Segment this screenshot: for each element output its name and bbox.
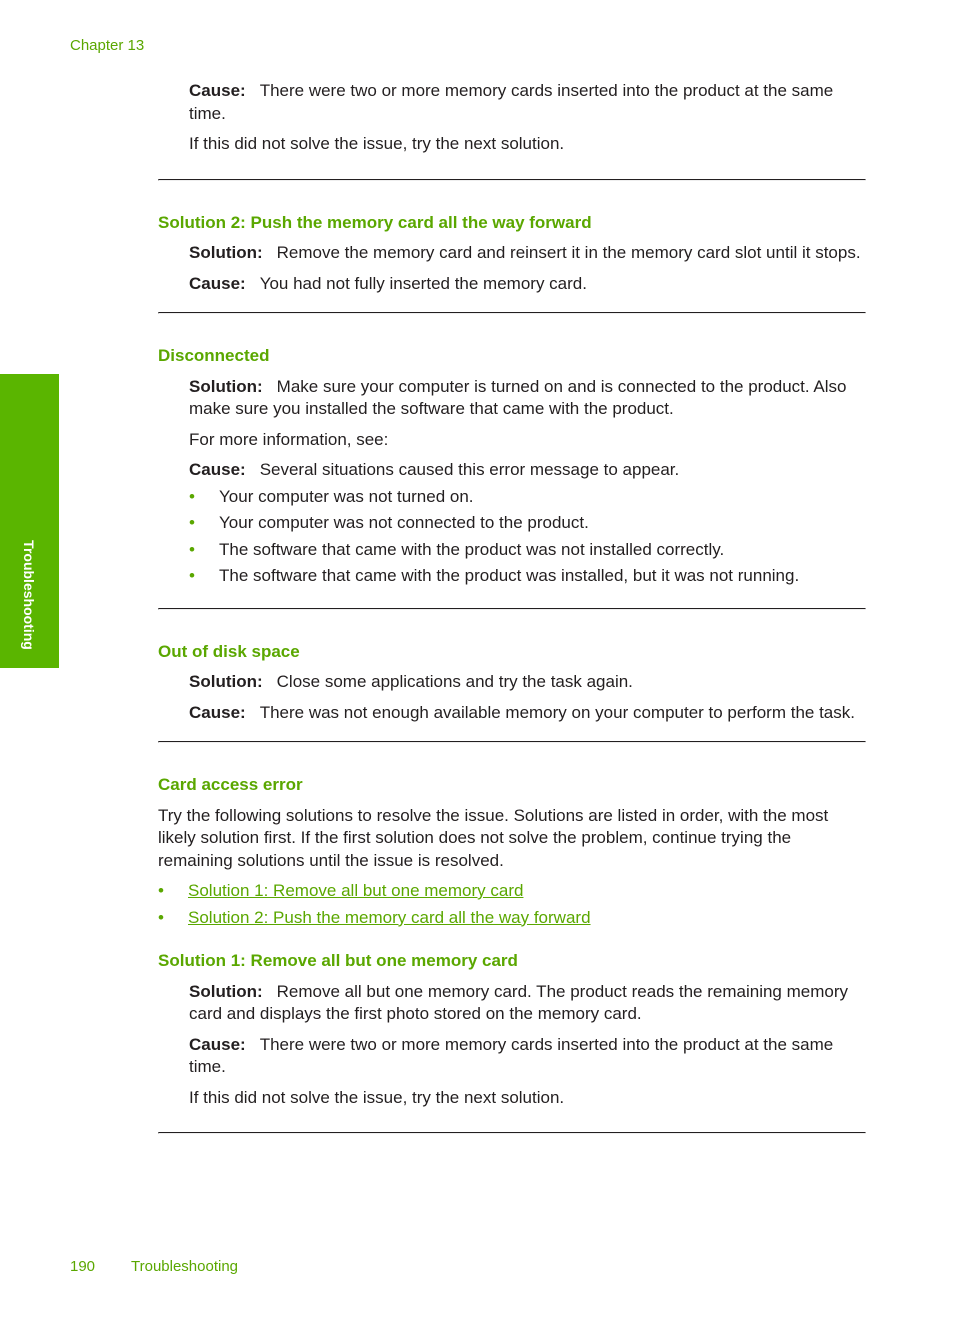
bullet-icon: • [158, 907, 164, 927]
list-item [189, 512, 866, 535]
section-title: Disconnected [158, 346, 270, 365]
list-item [158, 880, 866, 903]
intro-paragraph: Try the following solutions to resolve the issue. Solutions are listed in order, with the most likely solution first. If the first solution does not solve the problem, continue trying the remaining solutions until the issue is resolved. [158, 805, 829, 870]
cause-text: There was not enough available memory on your computer to perform the task. [259, 702, 855, 722]
side-tab-label: Troubleshooting [21, 540, 37, 650]
cause-bullet-list [158, 486, 866, 588]
section-body [158, 242, 866, 295]
list-item [158, 907, 866, 930]
section-body [158, 981, 866, 1110]
solution-1-link[interactable]: Solution 1: Remove all but one memory card [188, 881, 524, 900]
cause-label: Cause: [189, 1034, 246, 1054]
section-title: Card access error [158, 775, 303, 794]
cause-text: There were two or more memory cards inserted into the product at the same time. [189, 1034, 834, 1076]
list-item [189, 539, 866, 562]
cause-paragraph [189, 702, 866, 725]
bullet-icon: • [189, 513, 195, 532]
solution-paragraph [189, 376, 866, 421]
list-item-text: Your computer was not connected to the product. [219, 513, 589, 532]
more-info-text: For more information, see: [189, 429, 389, 449]
continuation-block [158, 80, 866, 156]
list-item-text: The software that came with the product was installed, but it was not running. [219, 566, 800, 585]
solution-2-link[interactable]: Solution 2: Push the memory card all the way forward [188, 907, 591, 927]
cause-label: Cause: [189, 273, 246, 293]
list-item [189, 565, 866, 588]
solution-paragraph [189, 671, 866, 694]
section-body [158, 376, 866, 482]
section-divider [158, 1132, 866, 1134]
solution-text: Close some applications and try the task again. [276, 672, 633, 691]
page-number: 190 [70, 1258, 96, 1275]
bullet-icon: • [189, 566, 195, 585]
solution-text: Make sure your computer is turned on and is connected to the product. Also make sure you installed the software that came with the product. [189, 376, 847, 418]
section-title: Solution 2: Push the memory card all the way forward [158, 212, 592, 232]
section-body [158, 671, 866, 724]
cause-label: Cause: [189, 81, 246, 100]
bullet-icon: • [189, 486, 195, 506]
cause-label: Cause: [189, 460, 246, 479]
list-item [189, 486, 866, 509]
solution-link-list [158, 880, 866, 929]
bullet-icon: • [158, 881, 164, 900]
solution-paragraph [189, 242, 866, 265]
next-solution-text: If this did not solve the issue, try the next solution. [189, 134, 565, 153]
list-item-text: The software that came with the product was not installed correctly. [219, 539, 725, 559]
cause-label: Cause: [189, 702, 246, 722]
solution-label: Solution: [189, 672, 263, 691]
solution-label: Solution: [189, 981, 263, 1001]
next-solution-text: If this did not solve the issue, try the next solution. [189, 1087, 565, 1107]
cause-paragraph [189, 273, 866, 296]
list-item-text: Your computer was not turned on. [219, 486, 474, 506]
solution-text: Remove the memory card and reinsert it in the memory card slot until it stops. [276, 243, 861, 262]
cause-paragraph [189, 80, 866, 125]
solution-label: Solution: [189, 243, 263, 262]
cause-paragraph [189, 1034, 866, 1079]
page-content [158, 80, 866, 1134]
footer-section: Troubleshooting [131, 1258, 239, 1275]
cause-text: You had not fully inserted the memory card. [259, 273, 587, 293]
cause-text: Several situations caused this error message to appear. [259, 460, 680, 479]
chapter-header: Chapter 13 [70, 37, 145, 54]
subsection-title: Solution 1: Remove all but one memory card [158, 951, 518, 970]
solution-paragraph [189, 981, 866, 1026]
bullet-icon: • [189, 539, 195, 559]
solution-label: Solution: [189, 376, 263, 396]
cause-paragraph [189, 459, 866, 482]
solution-text: Remove all but one memory card. The product reads the remaining memory card and displays the first photo stored on the memory card. [189, 981, 848, 1023]
section-title: Out of disk space [158, 641, 300, 661]
cause-text: There were two or more memory cards inserted into the product at the same time. [189, 81, 834, 123]
